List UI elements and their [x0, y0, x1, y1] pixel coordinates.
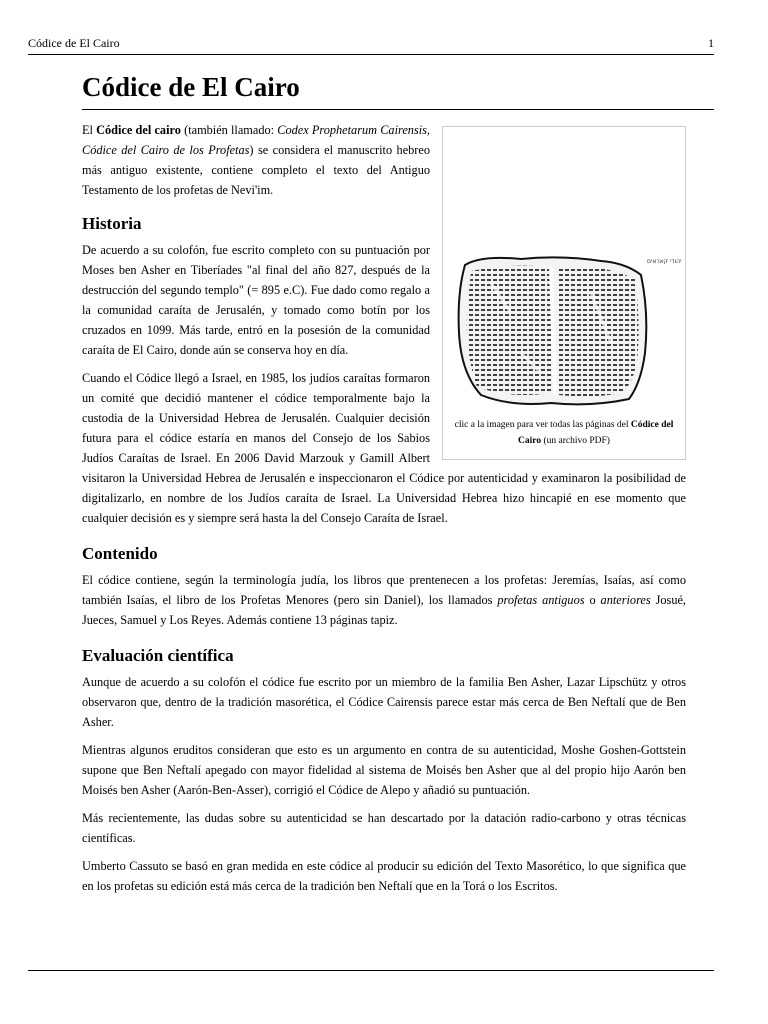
running-header	[28, 36, 714, 55]
caption-text-end: (un archivo PDF)	[541, 436, 610, 446]
margin-note: יהודי קאראים	[647, 258, 682, 265]
page-title: Códice de El Cairo	[82, 72, 714, 110]
caption-link[interactable]: Códice del Cairo	[518, 420, 674, 446]
evaluacion-paragraph-1: Aunque de acuerdo a su colofón el códice fue escrito por un miembro de la familia Ben Asher, Lazar Lipschütz y otros observaron que, dentro de la tradición masorética, el Códice Cairensis parece estar más cerca de Ben Neftalí que de Ben Asher.	[82, 675, 686, 729]
historia-paragraph-1: De acuerdo a su colofón, fue escrito completo con su puntuación por Moses ben Asher en Tiberíades "al final del año 827, después de la destrucción del segundo templo" (= 895 e.C). Fue dado como regalo a la comunidad caraíta de Jerusalén, y tomado como botín por los cruzados en 1099. Más tarde, entró en la posesión de la comunidad caraíta de El Cairo, donde aún se conserva hoy en día.	[82, 243, 430, 357]
contenido-paragraph: El códice contiene, según la terminología judía, los libros que prentenecen a los profetas: Jeremías, Isaías, así como también Isaías, el libro de los Profetas Menores (pero sin Daniel), los llamados profetas antiguos o anteriores Josué, Jueces, Samuel y Los Reyes. Además contiene 13 páginas tapiz.	[82, 573, 687, 627]
footer-rule	[28, 970, 714, 971]
alt-names: Codex Prophetarum Cairensis, Códice del Cairo de los Profetas	[82, 123, 430, 157]
evaluacion-paragraph-3: Más recientemente, las dudas sobre su autenticidad se han descartado por la datación radio-carbono y otras técnicas científicas.	[82, 811, 686, 845]
running-title: Códice de El Cairo	[28, 36, 120, 50]
evaluacion-paragraph-2: Mientras algunos eruditos consideran que esto es un argumento en contra de su autenticidad, Moshe Goshen-Gottstein supone que Ben Neftalí apegado con mayor fidelidad al sistema de Moisés ben Asher que al del propio hijo Aarón ben Moisés ben Asher (Aarón-Ben-Asser), corrigió el Códice de Alepo y añadió su puntuación.	[82, 743, 686, 797]
article-body	[82, 120, 686, 904]
heading-historia: Historia	[82, 214, 142, 233]
intro-paragraph: El Códice del cairo (también llamado: Codex Prophetarum Cairensis, Códice del Cairo de los Profetas) se considera el manuscrito hebreo más antiguo existente, contiene completo el texto del Antiguo Testamento de los profetas de Nevi'im.	[82, 123, 430, 197]
heading-evaluacion: Evaluación científica	[82, 646, 234, 665]
heading-contenido: Contenido	[82, 544, 158, 563]
caption-text: clic a la imagen para ver todas las páginas del	[454, 420, 631, 430]
page-number: 1	[708, 36, 714, 50]
codex-name: Códice del cairo	[96, 123, 181, 137]
figure-caption	[449, 417, 679, 449]
codex-figure[interactable]	[442, 126, 686, 460]
evaluacion-paragraph-4: Umberto Cassuto se basó en gran medida en este códice al producir su edición del Texto Masorético, lo que significa que en los profetas su edición está más cerca de la tradición ben Neftalí que en la Torá o los Escritos.	[82, 859, 686, 893]
codex-scan-image[interactable]	[451, 253, 682, 413]
historia-paragraph-2: Cuando el Códice llegó a Israel, en 1985, los judíos caraítas formaron un comité que decidió mantener el códice temporalmente bajo la custodia de la Universidad Hebrea de Jerusalén. Cualquier decisión futura para el códice estaría en manos del Consejo de los Sabios Judíos Caraítas de Israel. En 2006 David Marzouk y Gamill Albert visitaron la Universidad Hebrea de Jerusalén e inspeccionaron el Códice por autenticidad y examinaron la posibilidad de digitalizarlo, en nombre de los Judíos caraíta de Israel. La Universidad Hebrea hizo hincapié en ese momento que cualquier decisión es y siempre será hasta la del Consejo Caraíta de Israel.	[82, 371, 686, 525]
